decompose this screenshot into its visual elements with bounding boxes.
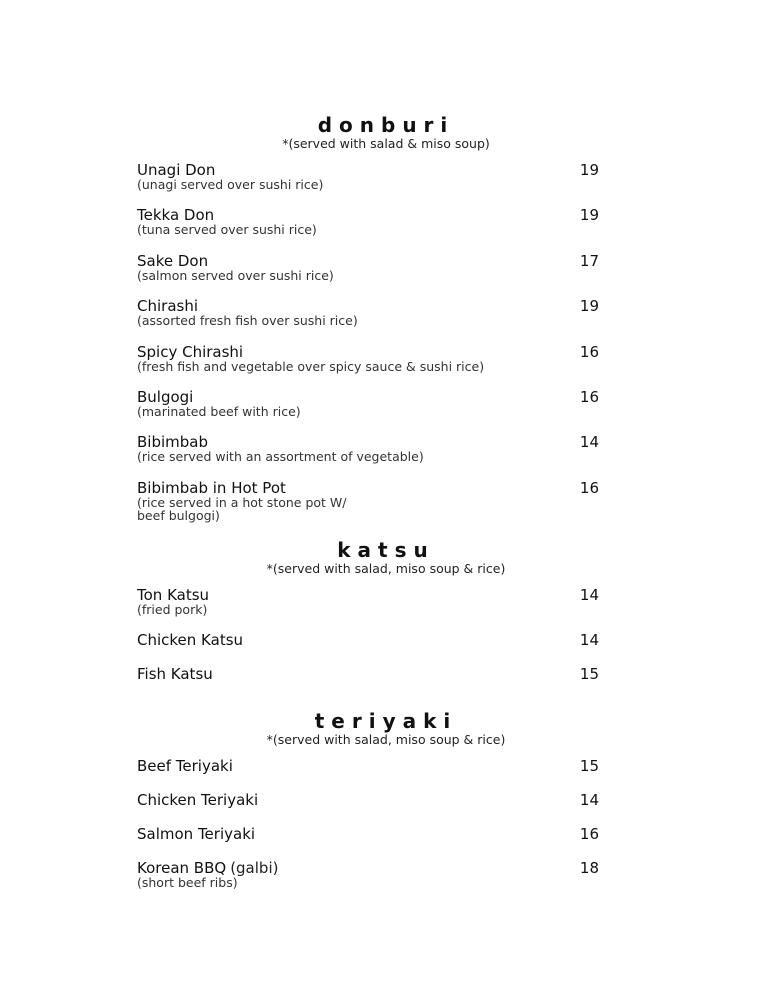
- item-price: 16: [579, 479, 599, 497]
- section-note-teriyaki: *(served with salad, miso soup & rice): [266, 732, 506, 747]
- item-name: Spicy Chirashi: [137, 343, 244, 361]
- item-price: 18: [579, 859, 599, 877]
- item-name: Fish Katsu: [137, 665, 213, 683]
- menu-item-beef-teriyaki: [137, 759, 607, 774]
- item-name: Chicken Teriyaki: [137, 791, 259, 809]
- menu-item-unagi-don: [137, 163, 607, 192]
- item-name: Chicken Katsu: [137, 631, 244, 649]
- section-title-katsu: katsu: [337, 538, 435, 562]
- menu-item-tekka-don: [137, 208, 607, 237]
- menu-item-fish-katsu: [137, 667, 607, 682]
- item-name: Bulgogi: [137, 388, 194, 406]
- menu-item-salmon-teriyaki: [137, 827, 607, 842]
- menu-item-ton-katsu: [137, 588, 607, 617]
- item-description: (assorted fresh fish over sushi rice): [137, 313, 358, 328]
- menu-item-spicy-chirashi: [137, 345, 607, 374]
- item-price: 19: [579, 297, 599, 315]
- item-price: 14: [579, 631, 599, 649]
- menu-item-chirashi: [137, 299, 607, 328]
- item-description: (short beef ribs): [137, 875, 238, 890]
- item-price: 17: [579, 252, 599, 270]
- item-description: (marinated beef with rice): [137, 404, 301, 419]
- item-name: Sake Don: [137, 252, 209, 270]
- item-price: 14: [579, 586, 599, 604]
- item-price: 15: [579, 665, 599, 683]
- menu-item-bibimbab: [137, 435, 607, 464]
- item-name-row: [137, 861, 607, 876]
- item-price: 19: [579, 161, 599, 179]
- item-name: Korean BBQ: [137, 859, 227, 877]
- item-name: Tekka Don: [137, 206, 215, 224]
- item-name: Chirashi: [137, 297, 198, 315]
- item-description: (salmon served over sushi rice): [137, 268, 334, 283]
- menu-item-chicken-teriyaki: [137, 793, 607, 808]
- item-price: 16: [579, 343, 599, 361]
- item-name: Unagi Don: [137, 161, 216, 179]
- item-description: (tuna served over sushi rice): [137, 222, 317, 237]
- item-price: 16: [579, 825, 599, 843]
- section-title-donburi: donburi: [317, 113, 455, 137]
- menu-item-sake-don: [137, 254, 607, 283]
- item-name: Beef Teriyaki: [137, 757, 233, 775]
- item-name: Ton Katsu: [137, 586, 210, 604]
- item-description: (rice served with an assortment of vegetable): [137, 449, 424, 464]
- item-name: Bibimbab in Hot Pot: [137, 479, 286, 497]
- item-price: 16: [579, 388, 599, 406]
- section-title-teriyaki: teriyaki: [314, 709, 458, 733]
- item-price: 14: [579, 433, 599, 451]
- item-description: (fresh fish and vegetable over spicy sauce & sushi rice): [137, 359, 485, 374]
- section-note-katsu: *(served with salad, miso soup & rice): [266, 561, 506, 576]
- section-note-donburi: *(served with salad & miso soup): [282, 136, 490, 151]
- menu-item-chicken-katsu: [137, 633, 607, 648]
- menu-item-bulgogi: [137, 390, 607, 419]
- item-price: 15: [579, 757, 599, 775]
- item-name: Salmon Teriyaki: [137, 825, 256, 843]
- item-name: Bibimbab: [137, 433, 208, 451]
- item-name-extra: (galbi): [230, 859, 279, 877]
- item-price: 14: [579, 791, 599, 809]
- menu-item-bibimbab-hot-pot: [137, 481, 607, 522]
- menu-item-korean-bbq: [137, 861, 607, 890]
- item-description: (unagi served over sushi rice): [137, 177, 324, 192]
- item-price: 19: [579, 206, 599, 224]
- item-description: (rice served in a hot stone pot W/ beef bulgogi): [137, 495, 347, 523]
- item-description: (fried pork): [137, 602, 208, 617]
